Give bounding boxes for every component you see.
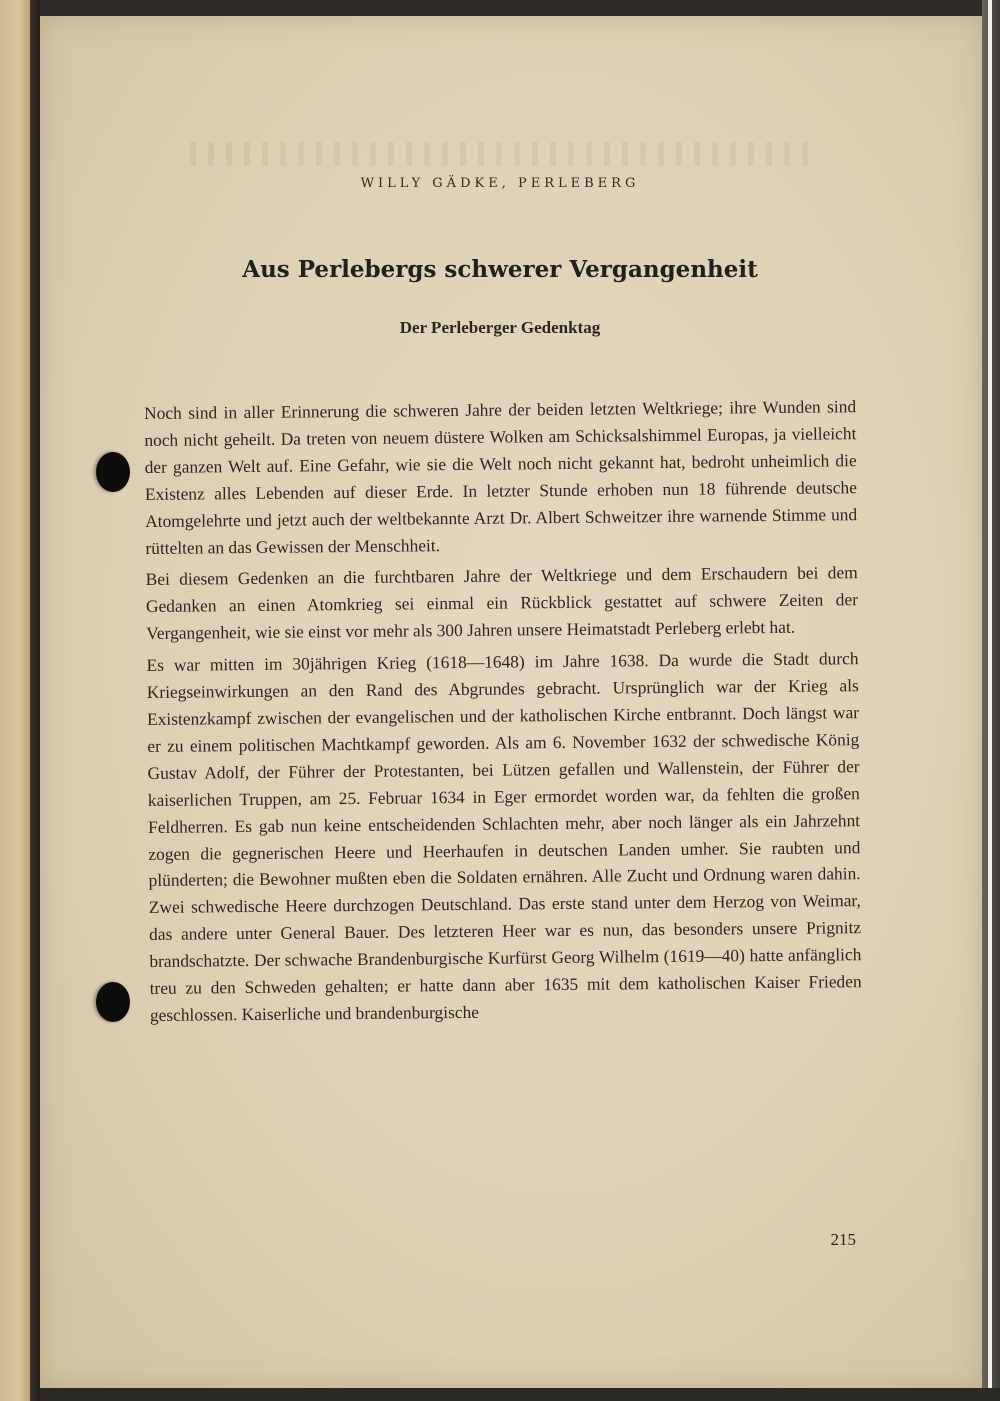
paragraph: Noch sind in aller Erinnerung die schweren Jahre der beiden letzten Weltkriege; ihre Wunden sind noch nicht geheilt. Da treten von neuem düstere Wolken am Schicksalshimmel Europas, ja vielleicht der ganzen Welt auf. Eine Gefahr, wie sie die Welt noch nicht gekannt hat, bedroht unheimlich die Existenz alles Lebenden auf dieser Erde. In letzter Stunde erhoben nun 18 führende deutsche Atomgelehrte und jetzt auch der weltbekannte Arzt Dr. Albert Schweitzer ihre warnende Stimme und rüttelten an das Gewissen der Menschheit. (144, 396, 858, 558)
scanner-right-edge (982, 0, 1000, 1401)
punch-hole-top (96, 452, 130, 492)
page-number: 215 (830, 1230, 856, 1249)
article-body (144, 393, 862, 1034)
paragraph: Bei diesem Gedenken an die furchtbaren Jahre der Weltkriege und dem Erschaudern bei dem Gedanken an einen Atomkrieg sei einmal ein Rückblick gestattet auf schwere Zeiten der Vergangenheit, wie sie einst vor mehr als 300 Jahren unsere Heimatstadt Perleberg erlebt hat. (145, 562, 859, 644)
book-gutter (30, 0, 40, 1401)
facing-page-edge (0, 0, 30, 1401)
author-line: WILLY GÄDKE, PERLEBERG (360, 176, 640, 191)
punch-hole-bottom (96, 982, 130, 1022)
show-through-text (190, 142, 810, 166)
paragraph: Es war mitten im 30jährigen Krieg (1618—1648) im Jahre 1638. Da wurde die Stadt durch Kriegseinwirkungen an den Rand des Abgrundes gebracht. Ursprünglich war der Krieg als Existenzkampf zwischen der evangelischen und der katholischen Kirche entbrannt. Doch längst war er zu einem politischen Machtkampf geworden. Als am 6. November 1632 der schwedische König Gustav Adolf, der Führer der Protestanten, bei Lützen gefallen und Wallenstein, der Führer der kaiserlichen Truppen, am 25. Februar 1634 in Eger ermordet worden war, da fehlten die großen Feldherren. Es gab nun keine entscheidenden Schlachten mehr, aber noch länger als ein Jahrzehnt zogen die gegnerischen Heere und Heerhaufen in deutschen Landen umher. Sie raubten und plünderten; die Bewohner mußten eben die Soldaten ernähren. Alle Zucht und Ordnung waren dahin. Zwei schwedische Heere durchzogen Deutschland. Das erste stand unter dem Herzog von Weimar, das andere unter General Bauer. Des letzteren Heer war es nun, das besonders unsere Prignitz brandschatzte. Der schwache Brandenburgische Kurfürst Georg Wilhelm (1619—40) hatte anfänglich treu zu den Schweden gehalten; er hatte dann aber 1635 mit dem katholischen Kaiser Frieden geschlossen. Kaiserliche und brandenburgische (146, 648, 862, 1025)
scanner-edge-stripe (988, 0, 992, 1401)
article-title: Aus Perlebergs schwerer Vergangenheit (242, 256, 758, 283)
scanner-bottom-edge (40, 1388, 1000, 1401)
article-subtitle: Der Perleberger Gedenktag (399, 318, 601, 337)
